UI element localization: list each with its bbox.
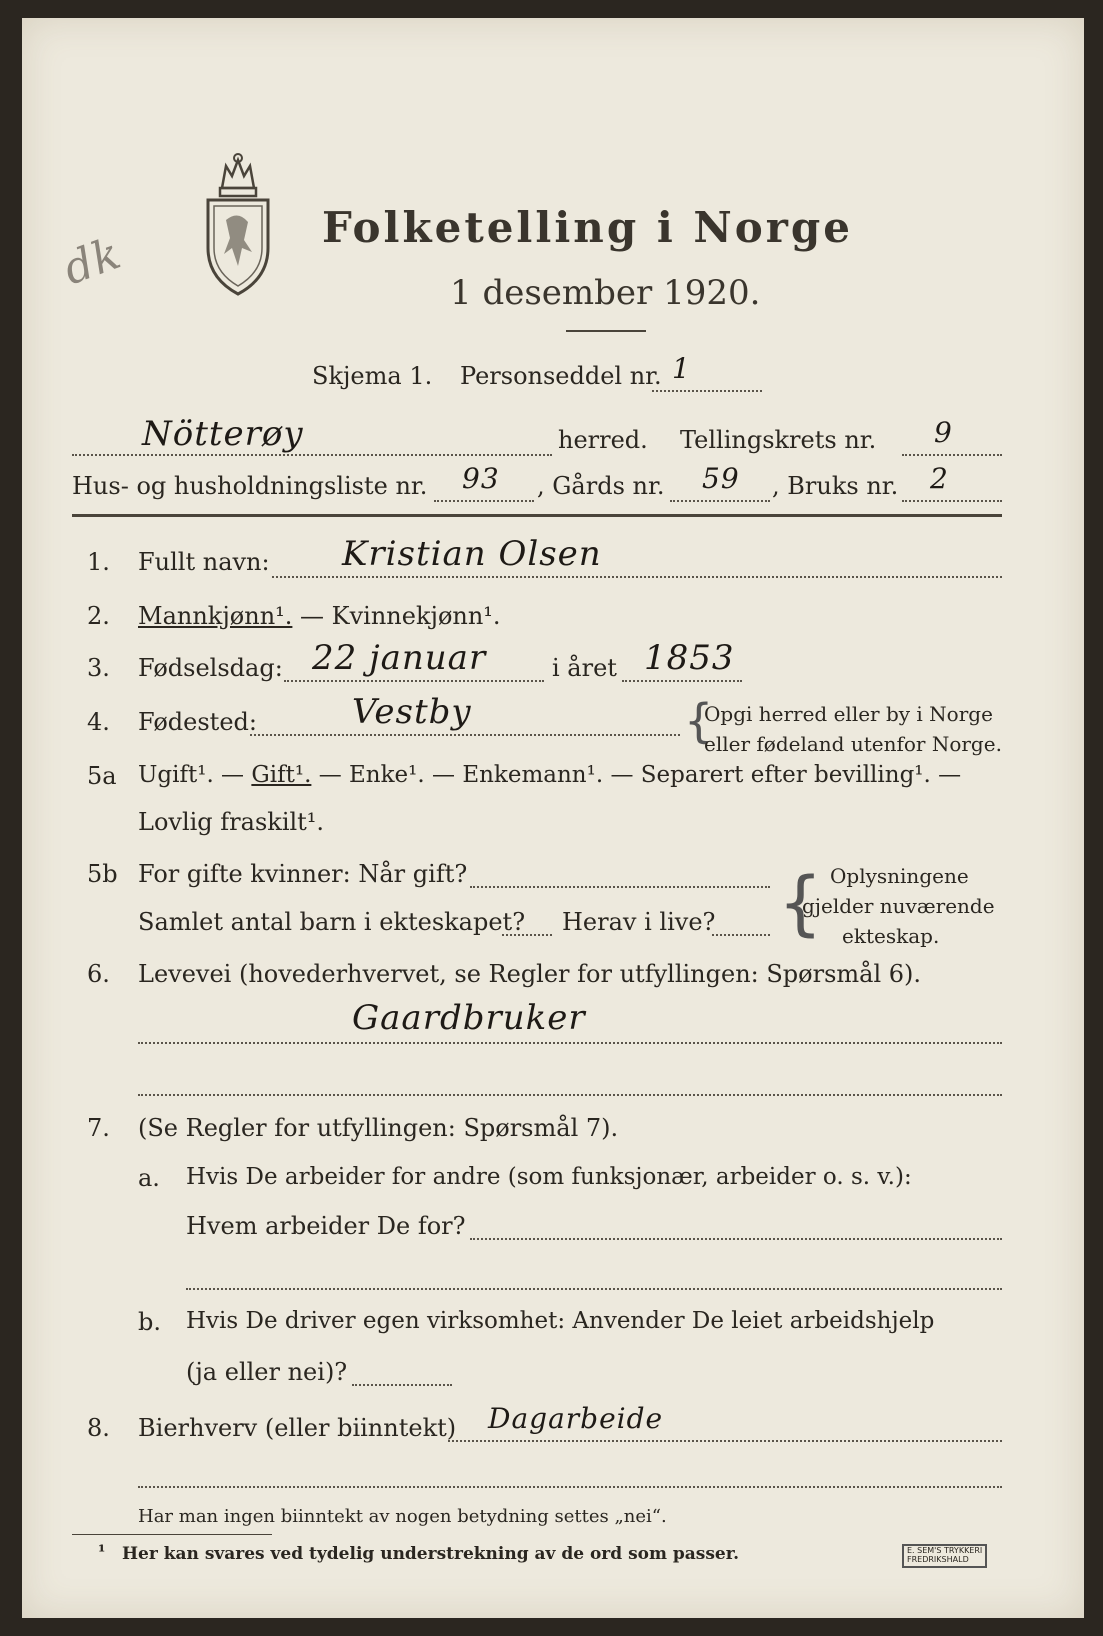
q3-year-label: i året (552, 654, 617, 682)
hus-value: 93 (462, 462, 500, 495)
form-title: Folketelling i Norge (322, 203, 854, 252)
q1-full-name: Kristian Olsen (342, 534, 602, 574)
q3-number: 3. (87, 654, 110, 682)
q5a-ugift: Ugift¹. (138, 762, 214, 788)
q4-birthplace: Vestby (352, 692, 472, 732)
margin-mark: dk (56, 227, 128, 296)
hus-label: Hus- og husholdningsliste nr. (72, 472, 428, 500)
bruks-value: 2 (930, 462, 949, 495)
q5b-note-line3: ekteskap. (842, 924, 940, 948)
personseddel-value: 1 (672, 352, 691, 385)
q5a-gift: Gift¹. (251, 762, 312, 788)
q7b-text: Hvis De driver egen virksomhet: Anvender De leiet arbeidshjelp (186, 1308, 935, 1334)
footnote-text: Her kan svares ved tydelig understrekning av de ord som passer. (122, 1544, 740, 1564)
q4-note-line2: eller fødeland utenfor Norge. (704, 732, 1002, 756)
q2-female-option: Kvinnekjønn¹. (331, 602, 501, 630)
q5b-label3: Herav i live? (562, 908, 716, 936)
q4-number: 4. (87, 708, 110, 736)
q2-male-option: Mannkjønn¹. (138, 602, 293, 630)
tellingskrets-value: 9 (934, 416, 953, 449)
census-form: dk Folketelling i Norge 1 desember 1920. Skjema 1. Personseddel nr. 1 Nötterøy herred. Tellingskrets nr. 9 Hus- og husholdningsliste nr. 93 , Gårds nr. 59 , Bruks nr. 2 1. Fullt navn: Kristian Olsen 2. Mannkjønn¹. — Kvinnekjønn¹. 3. Fødselsdag: 22 januar i året 1853 4. Fødested: Vestby { Opgi herred eller by i Norge eller fødeland utenfor Norge. 5a Ugift¹. — Gift¹. — Enke¹. — Enkemann¹. — Separert efter bevilling¹. — Lovlig fraskilt¹. 5b For gifte kvinner: Når gift? Samlet antal barn i ekteskapet? Herav i live? { Oplysningene gjelder nuværende ekteskap. 6. Levevei (hovederhvervet, se Regler for utfyllingen: Spørsmål 6). Gaardbruker 7. (Se Regler for utfyllingen: Spørsmål 7). a. Hvis De arbeider for andre (som funksjonær, arbeider o. s. v.): Hvem arbeider De for? b. Hvis De driver egen virksomhet: Anvender De leiet arbeidshjelp (ja eller nei)? 8. Bierhverv (eller biinntekt) Dagarbeide Har man ingen biinntekt av nogen betydning settes „nei“. ¹ Her kan svares ved tydelig understrekning av de ord som passer. E. SEM'S TRYKKERI FREDRIKSHALD (22, 18, 1084, 1618)
q7-label: (Se Regler for utfyllingen: Spørsmål 7). (138, 1114, 619, 1142)
q6-label: Levevei (hovederhvervet, se Regler for utfyllingen: Spørsmål 6). (138, 960, 922, 988)
printer-stamp: E. SEM'S TRYKKERI FREDRIKSHALD (902, 1544, 987, 1568)
q4-note-line1: Opgi herred eller by i Norge (704, 702, 993, 726)
personseddel-label: Personseddel nr. (460, 362, 662, 390)
tellingskrets-label: Tellingskrets nr. (680, 426, 877, 454)
q7a-question: Hvem arbeider De for? (186, 1212, 466, 1240)
q5a-line2: Lovlig fraskilt¹. (138, 808, 325, 836)
q5a-options: Ugift¹. — Gift¹. — Enke¹. — Enkemann¹. — Separert efter bevilling¹. — (138, 762, 962, 788)
herred-value: Nötterøy (142, 414, 304, 454)
q5b-note-line1: Oplysningene (830, 864, 969, 888)
census-date: 1 desember 1920. (450, 273, 761, 313)
q1-label: Fullt navn: (138, 548, 270, 576)
q8-note: Har man ingen biinntekt av nogen betydning settes „nei“. (138, 1506, 667, 1527)
q3-birth-year: 1853 (644, 638, 735, 678)
footnote-mark: ¹ (98, 1542, 106, 1562)
q3-label: Fødselsdag: (138, 654, 283, 682)
q3-birth-date: 22 januar (312, 638, 487, 678)
section-divider (72, 514, 1002, 517)
q5a-number: 5a (87, 762, 117, 790)
herred-label: herred. (558, 426, 648, 454)
q8-number: 8. (87, 1414, 110, 1442)
q7-number: 7. (87, 1114, 110, 1142)
gards-label: , Gårds nr. (537, 472, 665, 500)
coat-of-arms-icon (202, 148, 274, 298)
bruks-label: , Bruks nr. (772, 472, 899, 500)
q7a-text: Hvis De arbeider for andre (som funksjonær, arbeider o. s. v.): (186, 1164, 912, 1190)
q8-side-occupation: Dagarbeide (488, 1402, 664, 1435)
q6-occupation: Gaardbruker (352, 998, 586, 1038)
gards-value: 59 (702, 462, 740, 495)
q2-number: 2. (87, 602, 110, 630)
q5b-label2: Samlet antal barn i ekteskapet? (138, 908, 526, 936)
q5b-label1: For gifte kvinner: Når gift? (138, 860, 468, 888)
q5b-note-line2: gjelder nuværende (802, 894, 995, 918)
q4-label: Fødested: (138, 708, 257, 736)
q6-number: 6. (87, 960, 110, 988)
q1-number: 1. (87, 548, 110, 576)
q7a-letter: a. (138, 1164, 160, 1192)
q5b-number: 5b (87, 860, 118, 888)
q7b-question: (ja eller nei)? (186, 1358, 348, 1386)
q7b-letter: b. (138, 1308, 161, 1336)
title-divider (566, 330, 646, 332)
q8-label: Bierhverv (eller biinntekt) (138, 1414, 457, 1442)
skjema-label: Skjema 1. (312, 362, 433, 390)
